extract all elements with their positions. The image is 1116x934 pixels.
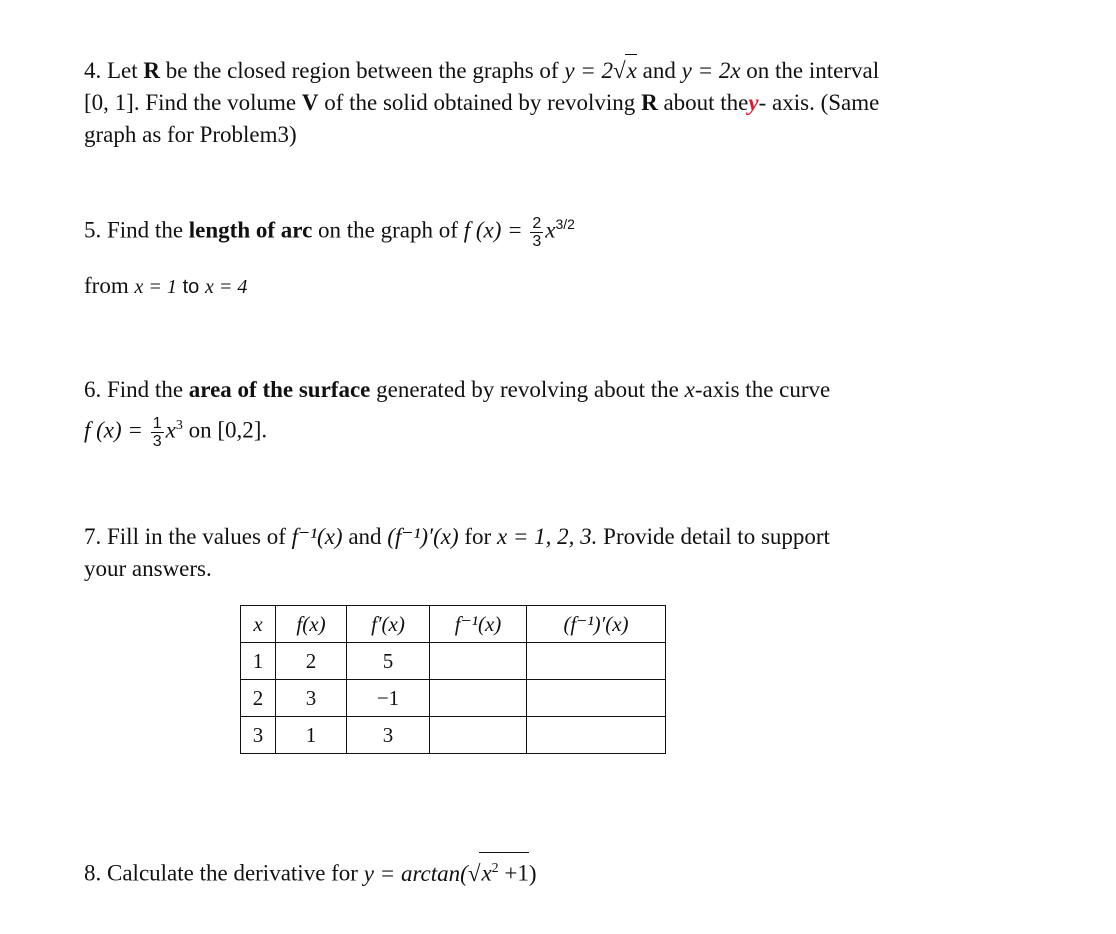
problem-4 bbox=[84, 54, 879, 151]
table-row bbox=[241, 717, 666, 754]
table-cell: −1 bbox=[347, 680, 430, 717]
table-cell-empty[interactable] bbox=[430, 680, 527, 717]
table-header-cell: (f⁻¹)′(x) bbox=[527, 606, 666, 643]
table-cell-empty[interactable] bbox=[527, 717, 666, 754]
table-header-cell: f⁻¹(x) bbox=[430, 606, 527, 643]
table-header-cell: f(x) bbox=[276, 606, 347, 643]
table-cell-empty[interactable] bbox=[527, 643, 666, 680]
table-cell: 2 bbox=[276, 643, 347, 680]
table-cell-empty[interactable] bbox=[430, 717, 527, 754]
table-header-cell: x bbox=[241, 606, 276, 643]
problem-6-line-2: f (x) = $\frac{1}{3}$ $x^3$ on [0,2]. bbox=[84, 414, 268, 450]
problem-7-line-2: your answers. bbox=[84, 556, 212, 581]
table-cell: 3 bbox=[276, 680, 347, 717]
problem-7 bbox=[84, 521, 830, 585]
problem-4-line-3: graph as for Problem3) bbox=[84, 122, 297, 147]
fraction-two-thirds: $\frac{2}{3}$ bbox=[532, 214, 542, 250]
table-header-row bbox=[241, 606, 666, 643]
problem-5-line-1: 5. Find the length of arc on the graph of f (x) = $\frac{2}{3}$ $x^{3/2}$ bbox=[84, 214, 575, 250]
problem-8: 8. Calculate the derivative for $y = \arctan(√x^2 +1)$ bbox=[84, 852, 537, 890]
problem-4-line-1: 4. Let R be the closed region between the graphs of y = 2√x and y = 2x on the interval bbox=[84, 54, 879, 87]
table-row bbox=[241, 643, 666, 680]
table-row bbox=[241, 680, 666, 717]
equation-arctan: $y = \arctan(√x^2 +1)$ bbox=[364, 861, 537, 886]
problem-5 bbox=[84, 208, 575, 303]
problem-6 bbox=[84, 374, 830, 450]
fraction-one-third: $\frac{1}{3}$ bbox=[152, 414, 162, 450]
table-header-cell: f′(x) bbox=[347, 606, 430, 643]
table-cell-empty[interactable] bbox=[527, 680, 666, 717]
problem-7-line-1: 7. Fill in the values of f⁻¹(x) and (f⁻¹)′(x) for x = 1, 2, 3. Provide detail to support bbox=[84, 524, 830, 549]
problem-5-line-2: from x = 1 to x = 4 bbox=[84, 272, 248, 298]
table-cell: 1 bbox=[241, 643, 276, 680]
table-cell: 3 bbox=[347, 717, 430, 754]
table-cell-empty[interactable] bbox=[430, 643, 527, 680]
table-cell: 3 bbox=[241, 717, 276, 754]
values-table bbox=[240, 605, 666, 754]
problem-4-line-2: [0, 1]. Find the volume V of the solid obtained by revolving R about they- axis. (Same bbox=[84, 90, 880, 115]
y-axis-label: y bbox=[748, 90, 759, 115]
table-cell: 1 bbox=[276, 717, 347, 754]
equation-line: y = 2x bbox=[681, 58, 741, 83]
table-cell: 5 bbox=[347, 643, 430, 680]
table-cell: 2 bbox=[241, 680, 276, 717]
problem-6-line-1: 6. Find the area of the surface generated by revolving about the x-axis the curve bbox=[84, 377, 831, 402]
equation-sqrt: y = 2√x bbox=[564, 58, 637, 83]
